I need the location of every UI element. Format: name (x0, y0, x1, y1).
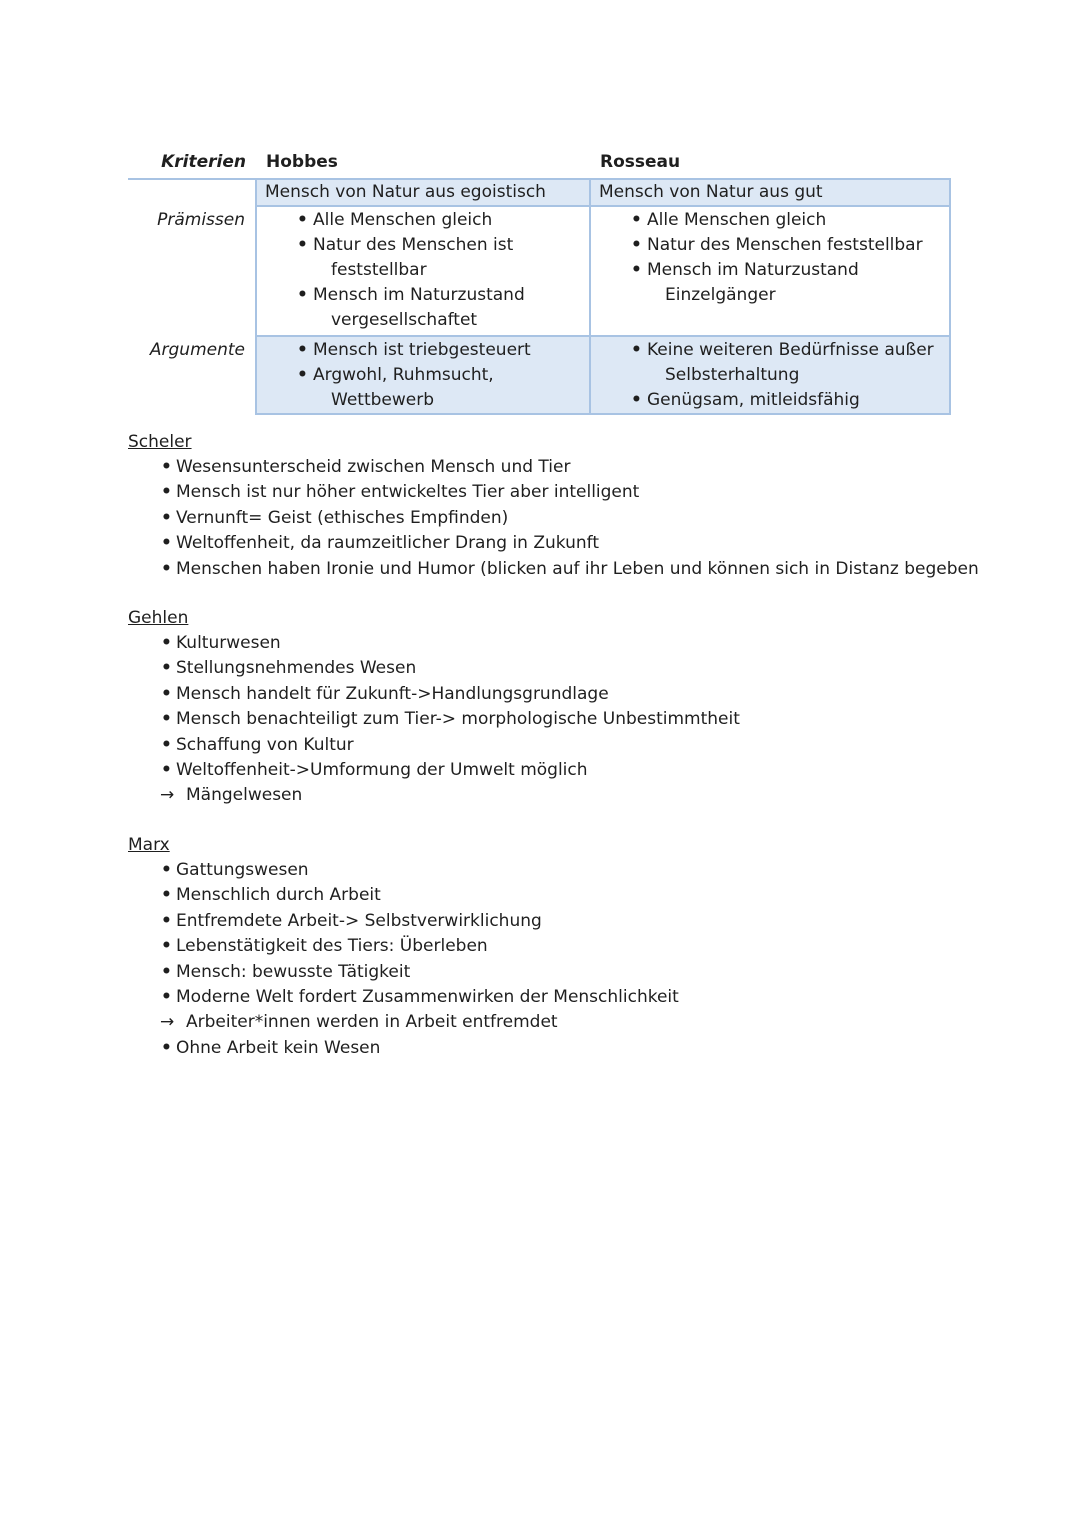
conclusion-item: → Mängelwesen (128, 783, 1008, 808)
list-item: • Menschen haben Ironie und Humor (blicken auf ihr Leben und können sich in Distanz begeben (128, 557, 1008, 582)
list-item: • Moderne Welt fordert Zusammenwirken der Menschlichkeit (128, 985, 1008, 1010)
rousseau-arguments-cell (590, 336, 950, 414)
list-item: • Mensch benachteiligt zum Tier-> morphologische Unbestimmtheit (128, 707, 1008, 732)
list-item: • Gattungswesen (128, 858, 1008, 883)
hobbes-premises-cell (256, 206, 590, 336)
conclusion-item: → Arbeiter*innen werden in Arbeit entfremdet (128, 1010, 1008, 1035)
hobbes-arguments-cell (256, 336, 590, 414)
list-item: • Natur des Menschen ist feststellbar (265, 233, 589, 283)
section-title-gehlen: Gehlen (128, 608, 189, 628)
thesis-label-cell (128, 179, 256, 206)
scheler-list (128, 455, 1008, 582)
list-item: • Mensch im Naturzustand vergesellschaftet (265, 283, 589, 333)
scheler-section (128, 430, 1008, 582)
list-item: • Mensch ist nur höher entwickeltes Tier aber intelligent (128, 480, 1008, 505)
list-item: • Genügsam, mitleidsfähig (599, 388, 949, 413)
marx-list (128, 858, 1008, 1061)
list-item: • Ohne Arbeit kein Wesen (128, 1036, 1008, 1061)
premises-label: Prämissen (157, 210, 245, 230)
comparison-table (128, 150, 951, 415)
list-item: • Alle Menschen gleich (265, 208, 589, 233)
hobbes-header: Hobbes (256, 150, 590, 179)
list-item: • Vernunft= Geist (ethisches Empfinden) (128, 506, 1008, 531)
rousseau-premises-cell (590, 206, 950, 336)
gehlen-list (128, 631, 1008, 809)
list-item: • Keine weiteren Bedürfnisse außer Selbsterhaltung (599, 338, 949, 388)
list-item: • Argwohl, Ruhmsucht, Wettbewerb (265, 363, 589, 413)
thesis-row (128, 179, 950, 206)
list-item: • Menschlich durch Arbeit (128, 883, 1008, 908)
list-item: • Mensch im Naturzustand Einzelgänger (599, 258, 949, 308)
list-item: • Kulturwesen (128, 631, 1008, 656)
list-item: • Mensch ist triebgesteuert (265, 338, 589, 363)
list-item: • Weltoffenheit->Umformung der Umwelt möglich (128, 758, 1008, 783)
rousseau-header: Rosseau (590, 150, 950, 179)
marx-section (128, 833, 1008, 1061)
list-item: • Entfremdete Arbeit-> Selbstverwirklichung (128, 909, 1008, 934)
arguments-row (128, 336, 950, 414)
list-item: • Alle Menschen gleich (599, 208, 949, 233)
list-item: • Stellungsnehmendes Wesen (128, 656, 1008, 681)
gehlen-section (128, 606, 1008, 809)
criteria-header: Kriterien (128, 150, 256, 179)
list-item: • Schaffung von Kultur (128, 733, 1008, 758)
list-item: • Mensch handelt für Zukunft->Handlungsgrundlage (128, 682, 1008, 707)
hobbes-thesis: Mensch von Natur aus egoistisch (256, 179, 590, 206)
premises-row (128, 206, 950, 336)
list-item: • Mensch: bewusste Tätigkeit (128, 960, 1008, 985)
arguments-label: Argumente (149, 340, 245, 360)
list-item: • Natur des Menschen feststellbar (599, 233, 949, 258)
section-title-marx: Marx (128, 835, 170, 855)
table-header-row (128, 150, 950, 179)
list-item: • Lebenstätigkeit des Tiers: Überleben (128, 934, 1008, 959)
section-title-scheler: Scheler (128, 432, 192, 452)
rousseau-thesis: Mensch von Natur aus gut (590, 179, 950, 206)
list-item: • Wesensunterscheid zwischen Mensch und Tier (128, 455, 1008, 480)
list-item: • Weltoffenheit, da raumzeitlicher Drang in Zukunft (128, 531, 1008, 556)
